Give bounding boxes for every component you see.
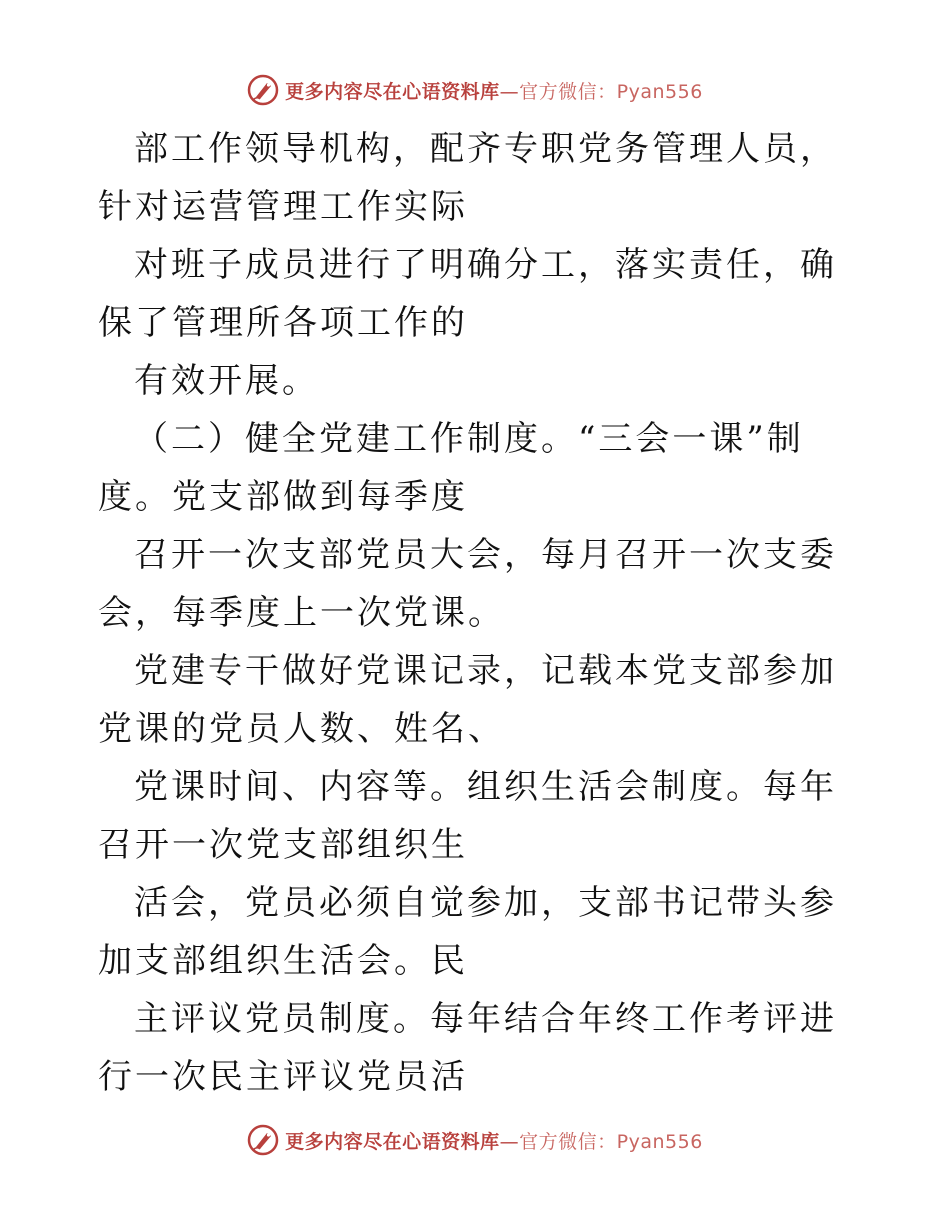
header-banner-rest: 官方微信：Pyan556 — [519, 80, 703, 103]
paragraph: 部工作领导机构，配齐专职党务管理人员，针对运营管理工作实际 — [98, 129, 837, 227]
footer-banner-inner — [247, 1124, 703, 1156]
footer-banner — [0, 1120, 950, 1160]
paragraph: 党建专干做好党课记录，记载本党支部参加党课的党员人数、姓名、 — [98, 651, 837, 749]
paragraph: 有效开展。 — [134, 361, 319, 401]
pen-nib-logo-icon — [247, 1124, 279, 1156]
paragraph: 召开一次支部党员大会，每月召开一次支委会，每季度上一次党课。 — [98, 535, 837, 633]
header-banner-inner — [247, 74, 703, 106]
header-banner-text — [285, 77, 703, 104]
footer-banner-text — [285, 1127, 703, 1154]
paragraph: 对班子成员进行了明确分工，落实责任，确保了管理所各项工作的 — [98, 245, 837, 343]
document-body — [98, 120, 858, 1106]
paragraph: 主评议党员制度。每年结合年终工作考评进行一次民主评议党员活 — [98, 999, 837, 1097]
paragraph: 活会，党员必须自觉参加，支部书记带头参加支部组织生活会。民 — [98, 883, 837, 981]
paragraph: （二）健全党建工作制度。“三会一课”制度。党支部做到每季度 — [98, 419, 804, 517]
header-banner-sep: — — [499, 80, 520, 103]
footer-banner-main: 更多内容尽在心语资料库 — [285, 1130, 500, 1153]
footer-banner-sep: — — [499, 1130, 520, 1153]
header-banner-main: 更多内容尽在心语资料库 — [285, 80, 500, 103]
pen-nib-logo-icon — [247, 74, 279, 106]
paragraph: 党课时间、内容等。组织生活会制度。每年召开一次党支部组织生 — [98, 767, 837, 865]
footer-banner-rest: 官方微信：Pyan556 — [519, 1130, 703, 1153]
header-banner — [0, 70, 950, 110]
